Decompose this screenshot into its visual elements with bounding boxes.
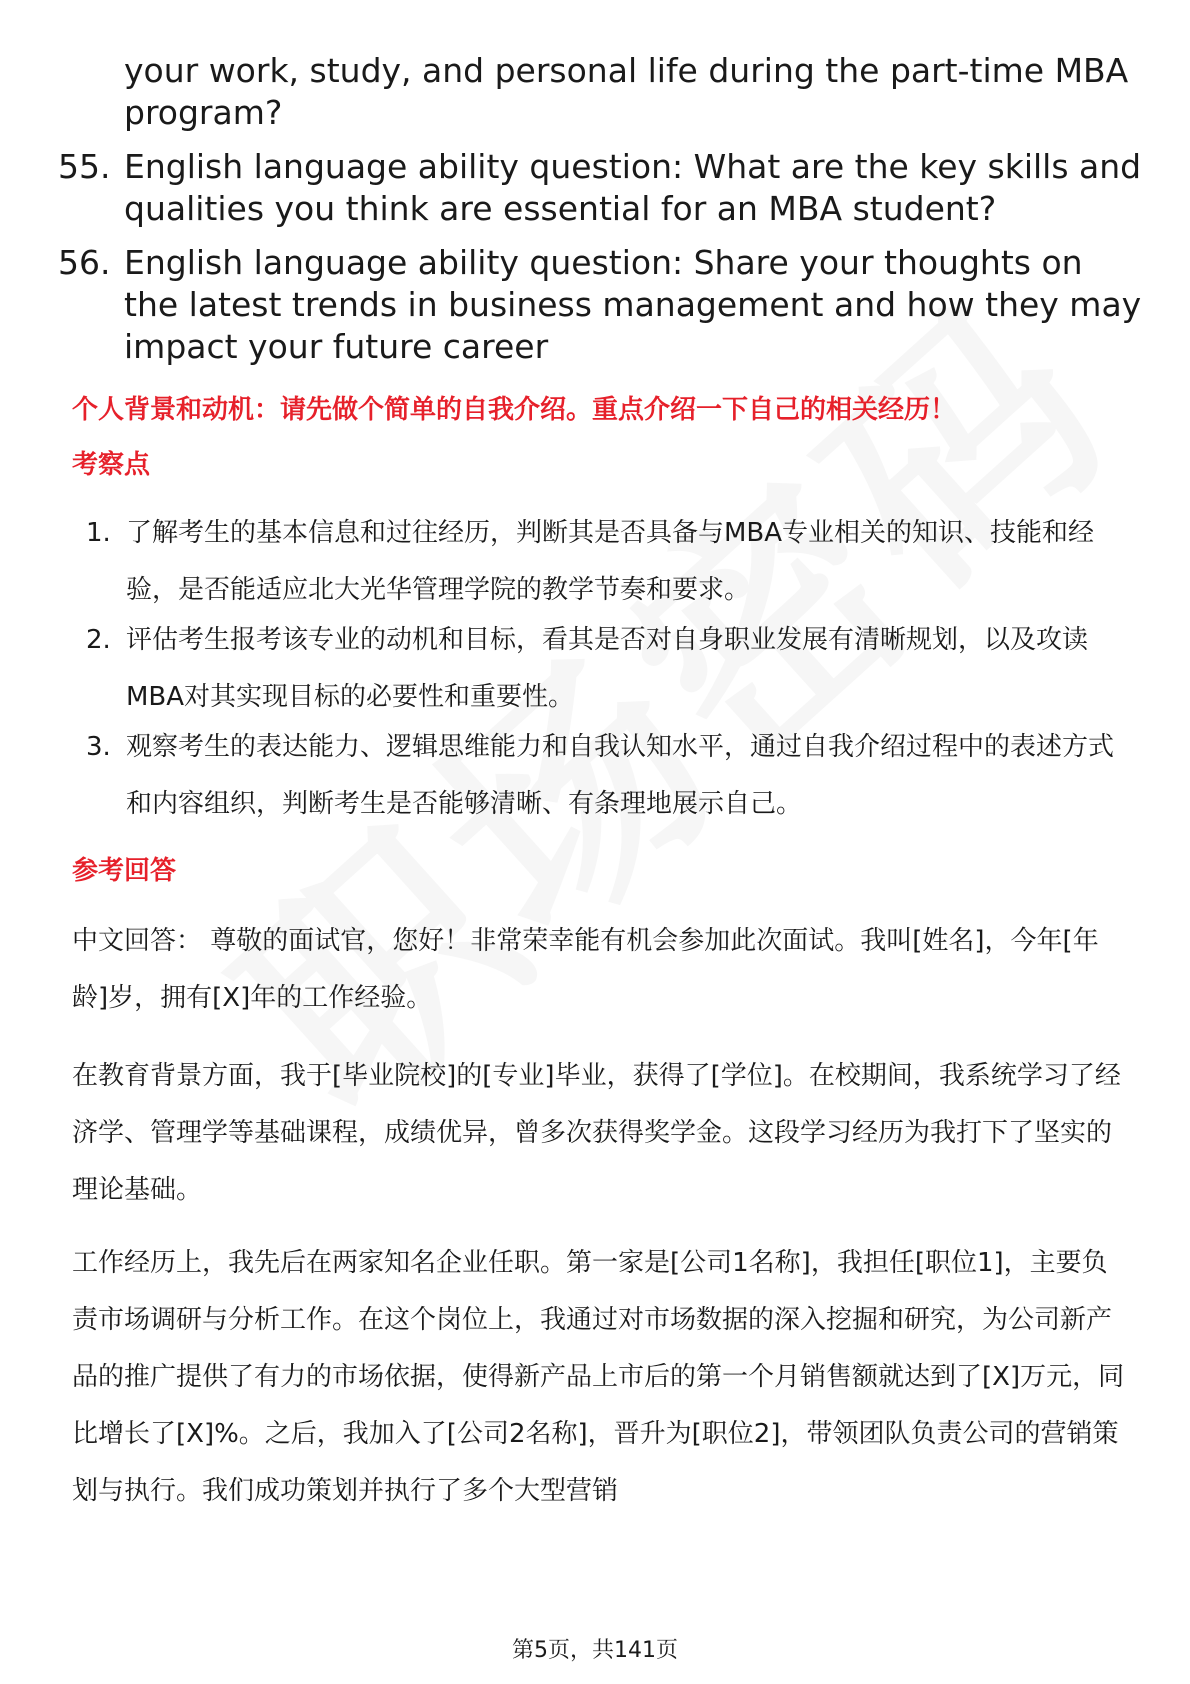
answer-heading: 参考回答: [72, 856, 177, 886]
item-number: 55.: [58, 147, 111, 186]
answer-paragraph-3: 工作经历上，我先后在两家知名企业任职。第一家是[公司1名称]，我担任[职位1]，主要负责市场调研与分析工作。在这个岗位上，我通过对市场数据的深入挖掘和研究，为公司新产品的推广提供了有力的市场依据，使得新产品上市后的第一个月销售额就达到了[X]万元，同比增长了[X]%。之后，我加入了[公司2名称]，晋升为[职位2]，带领团队负责公司的营销策划与执行。我们成功策划并执行了多个大型营销: [72, 1248, 1125, 1506]
item-text: 观察考生的表达能力、逻辑思维能力和自我认知水平，通过自我介绍过程中的表述方式和内容组织，判断考生是否能够清晰、有条理地展示自己。: [126, 732, 1115, 819]
item-text: English language ability question: Share your thoughts on the latest trends in business management and how they may impact your future career: [124, 243, 1142, 366]
item-text: English language ability question: What are the key skills and qualities you think are essential for an MBA student?: [124, 147, 1142, 228]
item-text: your work, study, and personal life during the part-time MBA program?: [124, 51, 1129, 132]
item-text: 评估考生报考该专业的动机和目标，看其是否对自身职业发展有清晰规划，以及攻读MBA对其实现目标的必要性和重要性。: [126, 625, 1089, 712]
question-heading: 个人背景和动机：请先做个简单的自我介绍。重点介绍一下自己的相关经历！: [72, 395, 957, 425]
answer-paragraph-2: 在教育背景方面，我于[毕业院校]的[专业]毕业，获得了[学位]。在校期间，我系统学习了经济学、管理学等基础课程，成绩优异，曾多次获得奖学金。这段学习经历为我打下了坚实的理论基础。: [72, 1061, 1121, 1205]
item-number: 2.: [86, 625, 111, 655]
item-text: 了解考生的基本信息和过往经历，判断其是否具备与MBA专业相关的知识、技能和经验，是否能适应北大光华管理学院的教学节奏和要求。: [126, 518, 1095, 605]
focus-heading: 考察点: [72, 450, 151, 480]
answer-paragraph-1: 中文回答： 尊敬的面试官，您好！非常荣幸能有机会参加此次面试。我叫[姓名]，今年[年龄]岁，拥有[X]年的工作经验。: [72, 926, 1099, 1013]
item-number: 56.: [58, 243, 111, 282]
item-number: 1.: [86, 518, 111, 548]
item-number: 3.: [86, 732, 111, 762]
page-footer: 第5页，共141页: [512, 1638, 678, 1663]
